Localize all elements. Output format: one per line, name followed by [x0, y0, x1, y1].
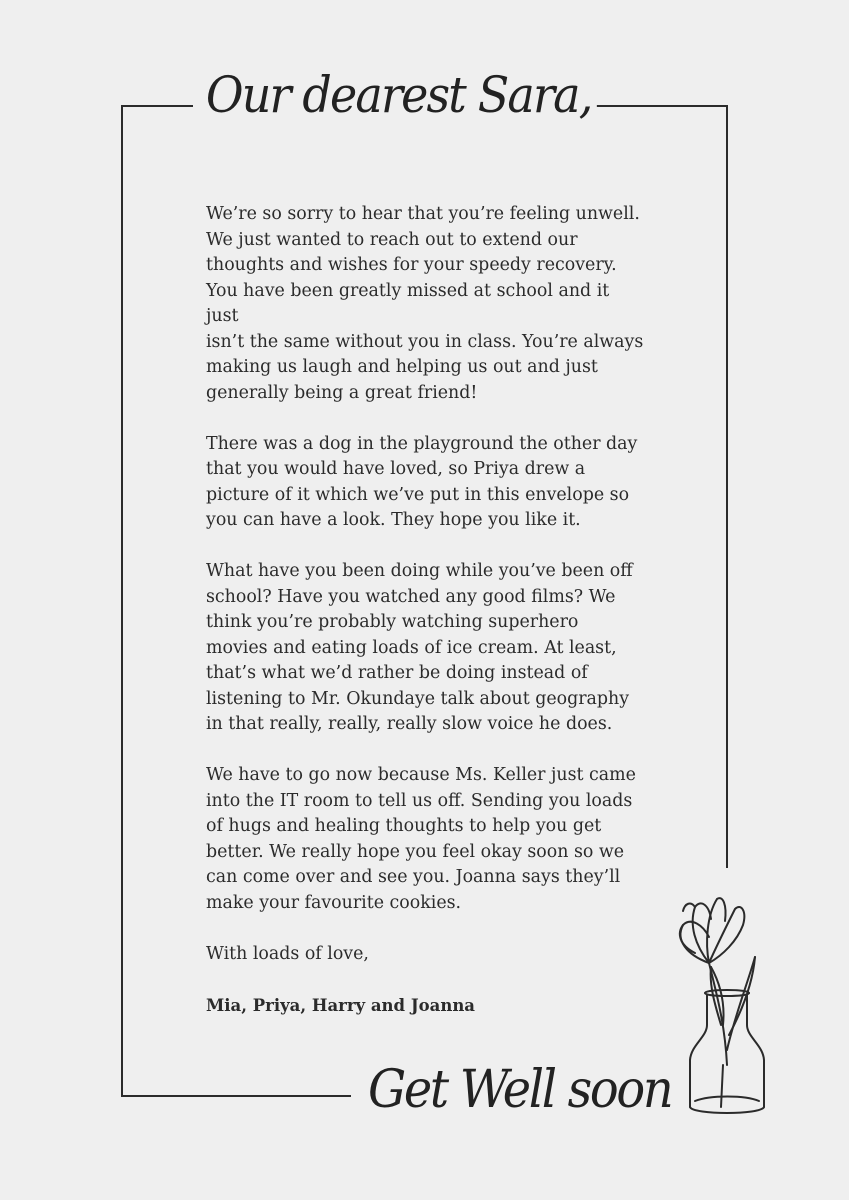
signature: Mia, Priya, Harry and Joanna: [206, 995, 476, 1015]
frame-bottom-line: [121, 1095, 351, 1097]
paragraph-1: We’re so sorry to hear that you’re feeling unwell. We just wanted to reach out to extend our thoughts and wishes for your speedy recovery. You have been greatly missed at school and it just isn’t the same without you in class. You’re always making us laugh and helping us out and just generally being a great friend!: [206, 204, 644, 403]
paragraph-2: There was a dog in the playground the other day that you would have loved, so Priya drew a picture of it which we’ve put in this envelope so you can have a look. They hope you like it.: [206, 433, 638, 530]
closing-line: With loads of love,: [206, 943, 369, 964]
frame-top-left-line: [121, 105, 193, 107]
get-well-title: Get Well soon: [368, 1060, 672, 1120]
greeting-heading: Our dearest Sara,: [204, 70, 597, 120]
paragraph-4: We have to go now because Ms. Keller just came into the IT room to tell us off. Sending you loads of hugs and healing thoughts to help you get better. We really hope you feel okay soon so we can come over and see you. Joanna says they’ll make your favourite cookies.: [206, 765, 636, 913]
letter-body: [206, 202, 646, 1044]
paragraph-3: What have you been doing while you’ve been off school? Have you watched any good films? We think you’re probably watching superhero movies and eating loads of ice cream. At least, that’s what we’d rather be doing instead of listening to Mr. Okundaye talk about geography in that really, really, really slow voice he does.: [206, 561, 633, 734]
frame-right-line: [726, 105, 728, 868]
frame-left-line: [121, 105, 123, 1097]
flower-vase-icon: [665, 885, 775, 1120]
